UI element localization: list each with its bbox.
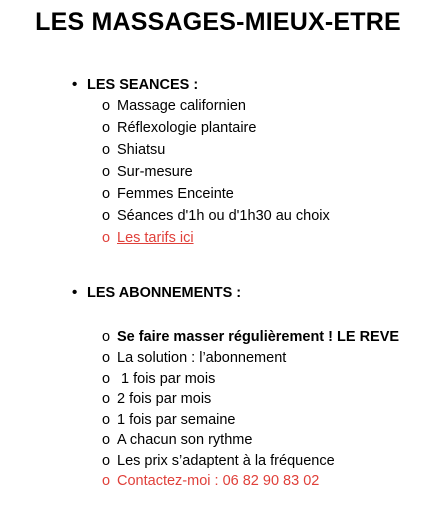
circle-bullet-icon: o [102, 370, 111, 387]
list-item: o 2 fois par mois [102, 389, 399, 410]
circle-bullet-icon: o [102, 164, 111, 180]
circle-bullet-icon: o [102, 432, 111, 448]
circle-bullet-icon: o [102, 208, 111, 224]
circle-bullet-icon: o [102, 186, 111, 202]
abonnements-list [102, 326, 399, 502]
bullet-icon: • [72, 284, 78, 301]
circle-bullet-icon: o [102, 473, 111, 489]
list-item: o Shiatsu [102, 139, 330, 161]
page-title: LES MASSAGES-MIEUX-ETRE [35, 8, 401, 36]
circle-bullet-icon: o [102, 411, 111, 428]
list-item: o La solution : l’abonnement [102, 348, 399, 369]
list-item: o Réflexologie plantaire [102, 117, 330, 139]
circle-bullet-icon: o [102, 350, 111, 366]
list-item: o Sur-mesure [102, 161, 330, 183]
list-item: o Les prix s’adaptent à la fréquence [102, 451, 399, 472]
abonnements-heading [72, 284, 241, 301]
contact-phone: Contactez-moi : 06 82 90 83 02 [117, 473, 320, 489]
seances-heading [72, 76, 198, 93]
circle-bullet-icon: o [102, 230, 111, 246]
list-item: o Séances d'1h ou d'1h30 au choix [102, 205, 330, 227]
lead-item: o Se faire masser régulièrement ! LE REVE [102, 326, 399, 348]
list-item: o A chacun son rythme [102, 430, 399, 451]
list-item: o 1 fois par mois [102, 369, 399, 390]
seances-list [102, 95, 330, 249]
abonnements-heading-text: LES ABONNEMENTS : [87, 285, 242, 301]
tarifs-link[interactable]: Les tarifs ici [117, 230, 194, 246]
circle-bullet-icon: o [102, 142, 111, 158]
bullet-icon: • [72, 76, 78, 93]
list-item: o Massage californien [102, 95, 330, 117]
circle-bullet-icon: o [102, 120, 111, 136]
list-item: o Femmes Enceinte [102, 183, 330, 205]
circle-bullet-icon: o [102, 391, 111, 407]
circle-bullet-icon: o [102, 452, 111, 469]
tarifs-link-item[interactable] [102, 227, 330, 249]
circle-bullet-icon: o [102, 98, 111, 114]
circle-bullet-icon: o [102, 329, 111, 345]
list-item: o 1 fois par semaine [102, 410, 399, 431]
contact-item [102, 471, 399, 492]
seances-heading-text: LES SEANCES : [87, 77, 199, 93]
